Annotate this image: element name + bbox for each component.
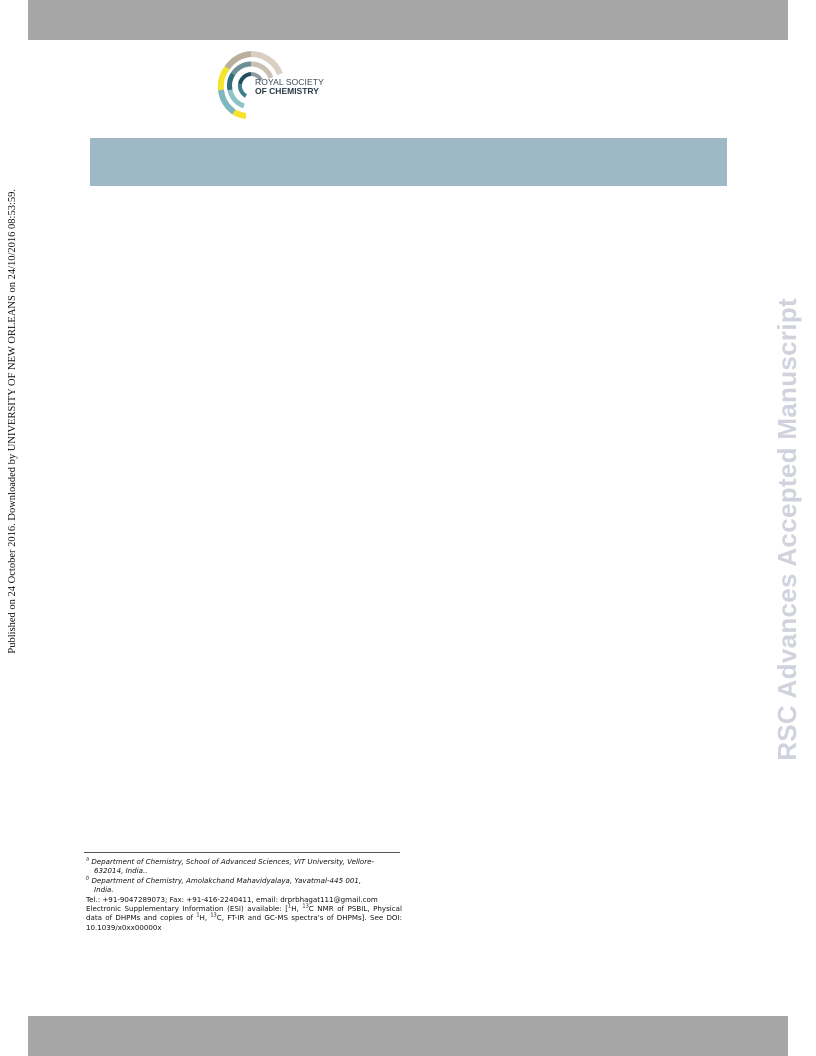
esi-sup-4: 13 — [210, 913, 217, 920]
esi-mid-1: H, — [291, 904, 303, 914]
rsc-logo — [216, 50, 326, 120]
publication-note-text: Published on 24 October 2016. Downloaded by UNIVERSITY OF NEW ORLEANS on 24/10/2016 08:53:59. — [6, 188, 18, 654]
affiliation-b-line2: India. — [94, 885, 114, 895]
accepted-manuscript-watermark — [770, 256, 804, 802]
page-header-bar — [28, 0, 788, 40]
footnote-rule — [84, 852, 400, 853]
footnotes — [86, 857, 402, 932]
esi-sup-2: 13 — [302, 903, 309, 910]
esi-end: C, FT-IR and GC-MS spectra's of DHPMs]. See DOI: 10.1039/x0xx00000x — [86, 913, 402, 932]
esi-mid-3: H, — [199, 913, 211, 923]
esi-pre: Electronic Supplementary Information (ESI) available: [ — [86, 904, 289, 914]
affiliation-a-line2: 632014, India.. — [94, 866, 148, 876]
title-band — [90, 138, 727, 186]
contact-line: Tel.: +91-9047289073; Fax: +91-416-2240411, email: drprbhagat111@gmail.com — [86, 894, 378, 904]
publication-note — [4, 186, 20, 656]
watermark-text: RSC Advances Accepted Manuscript — [771, 297, 802, 761]
affiliation-a-line1: Department of Chemistry, School of Advanced Sciences, VIT University, Vellore- — [91, 857, 375, 866]
esi-note — [86, 904, 402, 932]
esi-sup-3: 1 — [196, 913, 200, 920]
page-footer-bar — [28, 1016, 788, 1056]
affiliation-b-marker: b — [86, 875, 90, 882]
logo-line-1: ROYAL SOCIETY — [255, 77, 324, 87]
affiliation-a-marker: a — [86, 856, 90, 863]
esi-sup-1: 1 — [288, 903, 292, 910]
affiliation-a — [86, 857, 402, 876]
logo-line-2: OF CHEMISTRY — [255, 86, 319, 96]
esi-mid-2: C NMR of PSBIL, Physical data of DHPMs and copies of — [86, 904, 402, 923]
affiliation-b-line1: Department of Chemistry, Amolakchand Mahavidyalaya, Yavatmal-445 001, — [91, 875, 362, 885]
affiliation-b — [86, 876, 402, 895]
logo-text — [255, 78, 324, 96]
